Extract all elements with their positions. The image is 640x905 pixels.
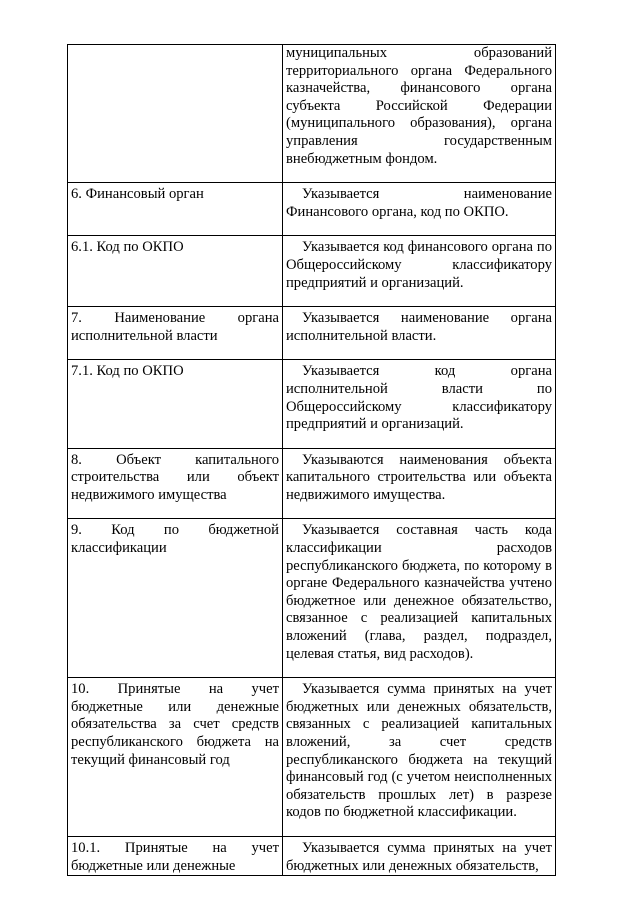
field-name-cell: 10. Принятые на учет бюджетные или денежные обязательства за счет средств республиканского бюджета на текущий финансовый год [68,678,283,837]
table-row [68,360,556,448]
table-row [68,448,556,519]
field-description-cell: Указывается сумма принятых на учет бюджетных или денежных обязательств, [283,836,556,875]
table-row [68,836,556,875]
field-name-cell: 7.1. Код по ОКПО [68,360,283,448]
field-name-cell: 7. Наименование органа исполнительной власти [68,307,283,360]
field-description-cell: Указывается код органа исполнительной власти по Общероссийскому классификатору предприятий и организаций. [283,360,556,448]
field-description-cell: Указывается наименование органа исполнительной власти. [283,307,556,360]
table-row [68,45,556,183]
field-description-cell: Указываются наименования объекта капитального строительства или объекта недвижимого имущества. [283,448,556,519]
field-description-cell: Указывается наименование Финансового органа, код по ОКПО. [283,183,556,236]
field-name-cell: 6. Финансовый орган [68,183,283,236]
instructions-table [67,44,556,876]
table-row [68,519,556,678]
table-row [68,307,556,360]
table-row [68,678,556,837]
field-description-cell: Указывается составная часть кода классификации расходов республиканского бюджета, по которому в органе Федерального казначейства учтено бюджетное или денежное обязательство, связанное с реализацией капитальных вложений (глава, раздел, подраздел, целевая статья, вид расходов). [283,519,556,678]
field-description-cell: Указывается сумма принятых на учет бюджетных или денежных обязательств, связанных с реализацией капитальных вложений, за счет средств республиканского бюджета на текущий финансовый год (с учетом неисполненных обязательств прошлых лет) в разрезе кодов по бюджетной классификации. [283,678,556,837]
table-row [68,183,556,236]
field-name-cell [68,45,283,183]
field-description-cell: муниципальных образований территориального органа Федерального казначейства, финансового органа субъекта Российской Федерации (муниципального образования), органа управления государственным внебюджетным фондом. [283,45,556,183]
table-row [68,236,556,307]
field-name-cell: 9. Код по бюджетной классификации [68,519,283,678]
field-name-cell: 8. Объект капитального строительства или объект недвижимого имущества [68,448,283,519]
field-description-cell: Указывается код финансового органа по Общероссийскому классификатору предприятий и организаций. [283,236,556,307]
field-name-cell: 10.1. Принятые на учет бюджетные или денежные [68,836,283,875]
field-name-cell: 6.1. Код по ОКПО [68,236,283,307]
